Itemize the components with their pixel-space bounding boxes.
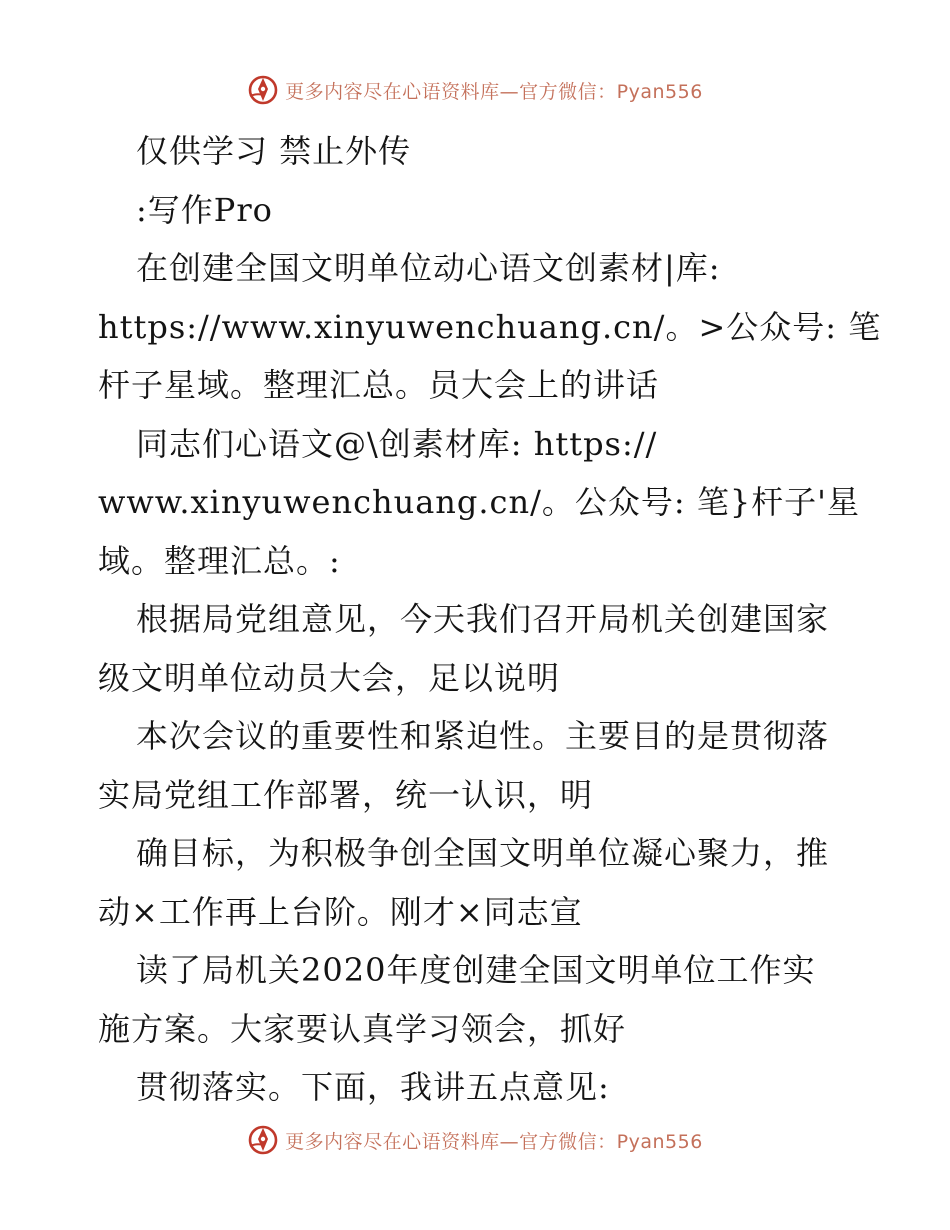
text-line: 实局党组工作部署，统一认识，明: [98, 775, 594, 814]
text-line: 读了局机关2020年度创建全国文明单位工作实: [136, 951, 816, 989]
text-line: 动×工作再上台阶。刚才×同志宣: [98, 892, 583, 931]
header-watermark-banner: [0, 70, 950, 110]
text-line: www.xinyuwenchuang.cn/。公众号: 笔}杆子'星: [98, 483, 860, 521]
text-line: 杆子星域。整理汇总。员大会上的讲话: [98, 366, 660, 404]
text-line: 根据局党组意见，今天我们召开局机关创建国家: [136, 600, 830, 638]
watermark-text: 更多内容尽在心语资料库—官方微信：Pyan556: [285, 1130, 703, 1153]
text-line: 贯彻落实。下面，我讲五点意见:: [136, 1068, 610, 1106]
text-line: 施方案。大家要认真学习领会，抓好: [98, 1009, 627, 1048]
text-line: 在创建全国文明单位动心语文创素材|库:: [136, 249, 721, 287]
text-line: 域。整理汇总。:: [98, 541, 341, 580]
pen-nib-logo-icon: [247, 1124, 279, 1156]
pen-nib-logo-icon: [247, 74, 279, 106]
text-line: 仅供学习 禁止外传: [136, 132, 412, 170]
text-line: 级文明单位动员大会，足以说明: [98, 658, 561, 697]
text-line: 同志们心语文@\创素材库: https://: [136, 424, 658, 463]
document-body: [98, 122, 882, 1117]
text-line: 本次会议的重要性和紧迫性。主要目的是贯彻落: [136, 717, 830, 755]
watermark-text: 更多内容尽在心语资料库—官方微信：Pyan556: [285, 80, 703, 103]
text-line: :写作Pro: [136, 190, 273, 229]
text-line: https://www.xinyuwenchuang.cn/。>公众号: 笔: [98, 307, 882, 346]
text-line: 确目标，为积极争创全国文明单位凝心聚力，推: [136, 834, 830, 872]
footer-watermark-banner: [0, 1120, 950, 1160]
